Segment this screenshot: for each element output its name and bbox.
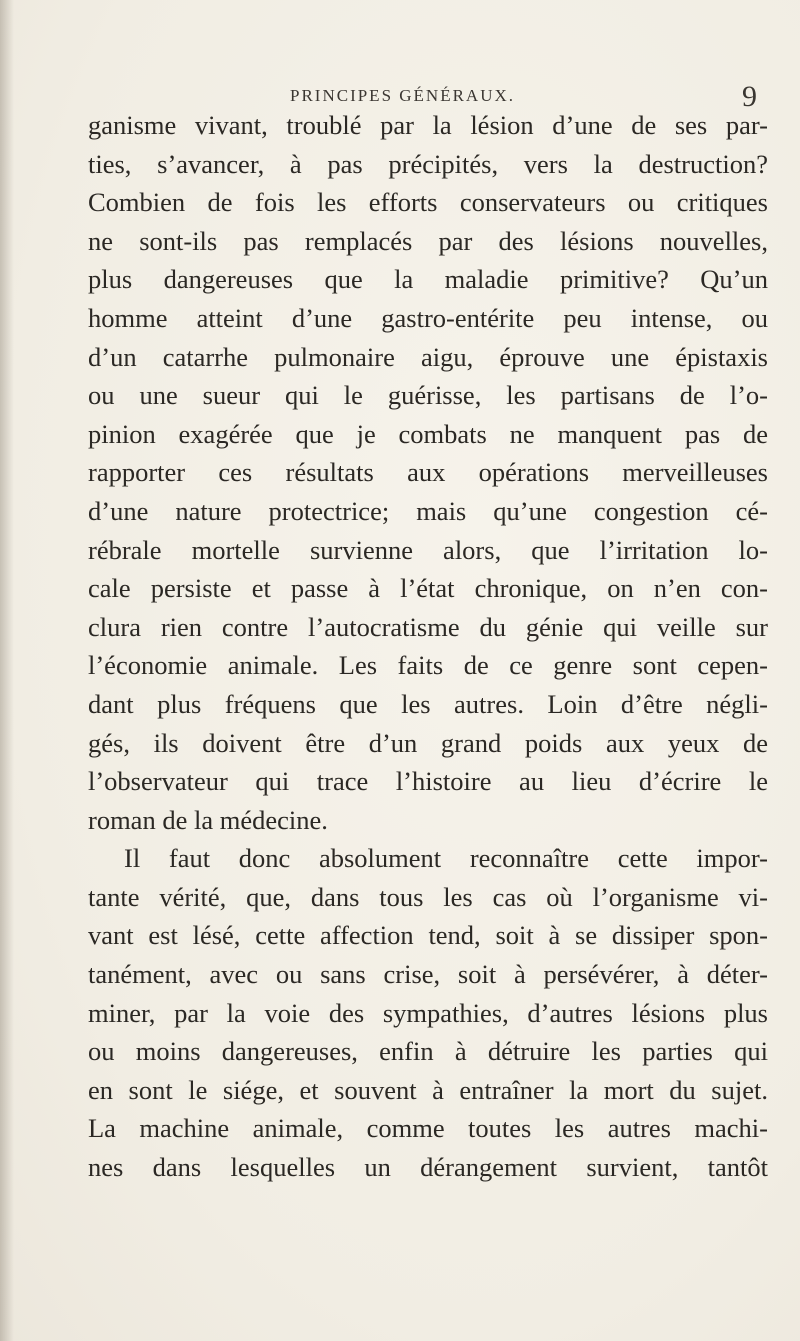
text-line: d’un catarrhe pulmonaire aigu, éprouve une épistaxis: [88, 341, 768, 372]
text-line: l’économie animale. Les faits de ce genre sont cepen-: [88, 650, 768, 681]
text-line: vant est lésé, cette affection tend, soit à se dissiper spon-: [88, 920, 768, 951]
text-line-paragraph-end: roman de la médecine.: [88, 804, 328, 835]
text-line: ou moins dangereuses, enfin à détruire les parties qui: [88, 1036, 768, 1067]
text-line: homme atteint d’une gastro-entérite peu intense, ou: [88, 302, 768, 333]
text-line: Combien de fois les efforts conservateurs ou critiques: [88, 187, 768, 218]
text-line: tante vérité, que, dans tous les cas où l’organisme vi-: [88, 881, 768, 912]
text-line: ganisme vivant, troublé par la lésion d’une de ses par-: [88, 110, 768, 140]
text-line: rapporter ces résultats aux opérations merveilleuses: [88, 457, 768, 488]
text-line: dant plus fréquens que les autres. Loin d’être négli-: [88, 688, 768, 719]
body-text: [88, 106, 768, 1187]
text-line: ties, s’avancer, à pas précipités, vers la destruction?: [88, 148, 768, 179]
text-line: plus dangereuses que la maladie primitive? Qu’un: [88, 264, 768, 295]
text-line: tanément, avec ou sans crise, soit à persévérer, à déter-: [88, 959, 768, 990]
text-line: cale persiste et passe à l’état chronique, on n’en con-: [88, 573, 768, 604]
text-line: l’observateur qui trace l’histoire au lieu d’écrire le: [88, 766, 768, 797]
text-line: clura rien contre l’autocratisme du génie qui veille sur: [88, 611, 768, 642]
text-line: La machine animale, comme toutes les autres machi-: [88, 1113, 768, 1144]
text-line: pinion exagérée que je combats ne manquent pas de: [88, 418, 768, 449]
text-line: ne sont-ils pas remplacés par des lésions nouvelles,: [88, 225, 768, 256]
text-line-paragraph-start: Il faut donc absolument reconnaître cette impor-: [124, 843, 768, 874]
text-line: rébrale mortelle survienne alors, que l’irritation lo-: [88, 534, 768, 565]
text-line: miner, par la voie des sympathies, d’autres lésions plus: [88, 997, 768, 1028]
text-line: nes dans lesquelles un dérangement survient, tantôt: [88, 1152, 768, 1183]
page-number: 9: [742, 80, 757, 113]
running-head: PRINCIPES GÉNÉRAUX.: [290, 86, 516, 105]
text-line: gés, ils doivent être d’un grand poids aux yeux de: [88, 727, 768, 758]
text-line: en sont le siége, et souvent à entraîner la mort du sujet.: [88, 1074, 768, 1105]
text-line: d’une nature protectrice; mais qu’une congestion cé-: [88, 495, 768, 526]
text-line: ou une sueur qui le guérisse, les partisans de l’o-: [88, 380, 768, 411]
gutter-shadow: [0, 0, 14, 1341]
